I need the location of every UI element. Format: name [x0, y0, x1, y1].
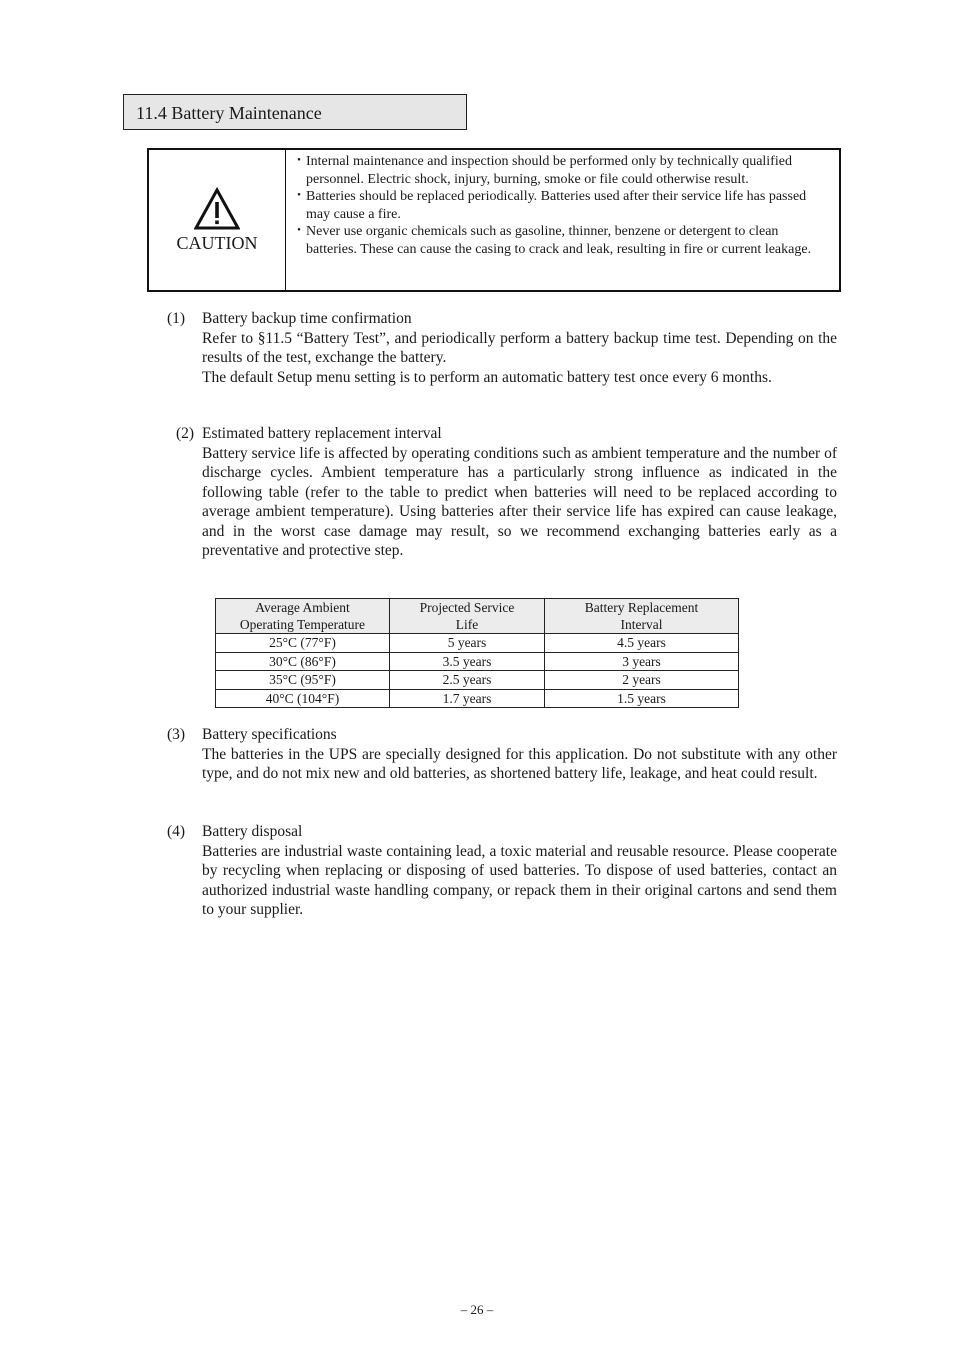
item-number: (4) — [167, 823, 186, 840]
caution-list — [286, 150, 839, 290]
item-battery-disposal — [167, 822, 837, 920]
item-paragraph: Battery service life is affected by operating conditions such as ambient temperature and the number of discharge cycles. Ambient temperature has a particularly strong influence as indicated in the following table (refer to the table to predict when batteries will need to be replaced according to average ambient temperature). Using batteries after their service life has expired can cause leakage, and in the worst case damage may result, so we recommend exchanging batteries early as a preventative and protective step. — [202, 444, 837, 559]
bullet-dot: ・ — [292, 224, 306, 239]
caution-box — [147, 148, 841, 292]
service-life-table — [215, 598, 739, 708]
item-paragraph: Batteries are industrial waste containing lead, a toxic material and reusable resource. Please cooperate by recycling when replacing or disposing of used batteries. To dispose of used batteries, contact an authorized industrial waste handling company, or repack them in their original cartons and send them to your supplier. — [202, 842, 837, 918]
header-line: Battery Replacement — [584, 600, 699, 615]
item-heading: Estimated battery replacement interval — [202, 425, 442, 442]
caution-panel — [149, 150, 286, 290]
table-cell: 35°C (95°F) — [216, 671, 390, 690]
item-body — [202, 309, 837, 387]
item-paragraph: Refer to §11.5 “Battery Test”, and periodically perform a battery backup time test. Depending on the results of the test, exchange the battery. — [202, 329, 837, 366]
table-header-cell — [390, 599, 545, 634]
item-heading: Battery disposal — [202, 823, 303, 840]
header-line: Operating Temperature — [239, 617, 366, 632]
caution-text: Internal maintenance and inspection should be performed only by technically qualified personnel. Electric shock, injury, burning, smoke or file could otherwise result. — [306, 154, 792, 187]
table-header-cell — [216, 599, 390, 634]
table-cell: 5 years — [390, 634, 545, 653]
page-number: – 26 – — [460, 1302, 494, 1317]
table-cell: 3.5 years — [390, 652, 545, 671]
warning-triangle-icon — [194, 187, 240, 231]
table-header-row — [216, 599, 739, 634]
caution-bullet — [292, 188, 831, 223]
item-body — [202, 725, 837, 784]
table-cell: 2 years — [545, 671, 739, 690]
item-body — [202, 424, 837, 561]
table-cell: 4.5 years — [545, 634, 739, 653]
table-cell: 1.5 years — [545, 689, 739, 708]
caution-bullet — [292, 153, 831, 188]
caution-text: Never use organic chemicals such as gasoline, thinner, benzene or detergent to clean batteries. These can cause the casing to crack and leak, resulting in fire or current leakage. — [306, 224, 812, 257]
item-number: (1) — [167, 310, 186, 327]
caution-text: Batteries should be replaced periodically. Batteries used after their service life has passed may cause a fire. — [306, 189, 807, 222]
table-cell: 40°C (104°F) — [216, 689, 390, 708]
table-header-cell — [545, 599, 739, 634]
item-paragraph: The batteries in the UPS are specially designed for this application. Do not substitute with any other type, and do not mix new and old batteries, as shortened battery life, leakage, and heat could result. — [202, 745, 837, 782]
header-line: Projected Service — [419, 600, 515, 615]
table-cell: 1.7 years — [390, 689, 545, 708]
header-line: Interval — [620, 617, 663, 632]
table-row — [216, 634, 739, 653]
item-heading: Battery backup time confirmation — [202, 310, 412, 327]
table-row — [216, 652, 739, 671]
table-cell: 2.5 years — [390, 671, 545, 690]
item-paragraph: The default Setup menu setting is to perform an automatic battery test once every 6 months. — [202, 368, 772, 386]
section-title: 11.4 Battery Maintenance — [123, 94, 467, 130]
item-number: (2) — [176, 425, 195, 442]
bullet-dot: ・ — [292, 189, 306, 204]
table-cell: 30°C (86°F) — [216, 652, 390, 671]
item-number: (3) — [167, 726, 186, 743]
table-cell: 25°C (77°F) — [216, 634, 390, 653]
header-line: Life — [455, 617, 479, 632]
caution-label: CAUTION — [176, 232, 258, 253]
caution-bullet — [292, 223, 831, 258]
item-replacement-interval — [167, 424, 837, 561]
item-battery-specifications — [167, 725, 837, 784]
table-row — [216, 689, 739, 708]
bullet-dot: ・ — [292, 154, 306, 169]
header-line: Average Ambient — [255, 600, 350, 615]
item-backup-time — [167, 309, 837, 387]
item-heading: Battery specifications — [202, 726, 337, 743]
item-body — [202, 822, 837, 920]
table-cell: 3 years — [545, 652, 739, 671]
table-row — [216, 671, 739, 690]
